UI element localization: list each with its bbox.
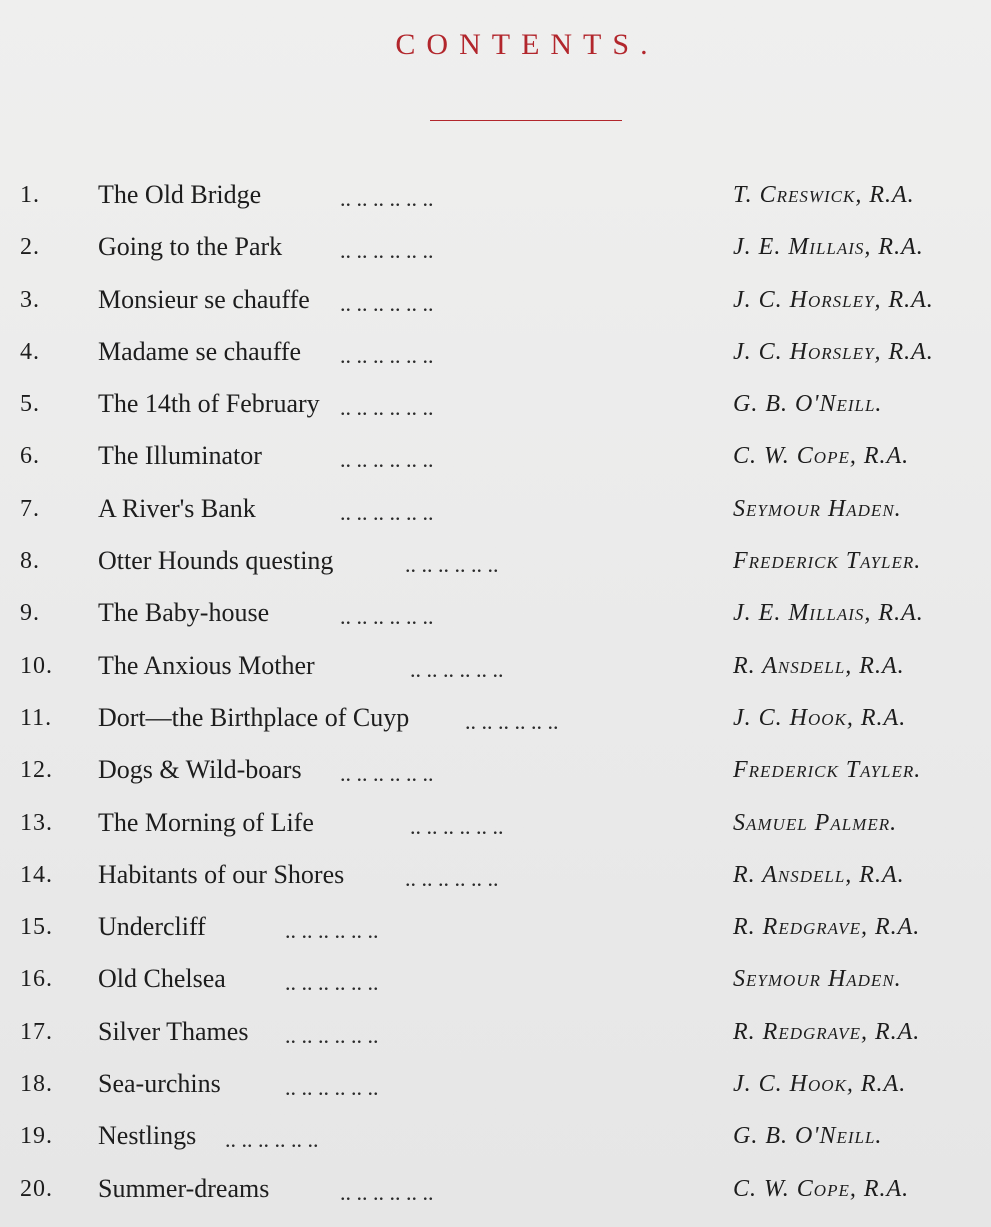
entry-number: 8.	[20, 548, 40, 575]
list-item	[0, 536, 991, 588]
entry-artist: C. W. Cope, R.A.	[733, 443, 910, 470]
entry-artist: R. Ansdell, R.A.	[733, 652, 905, 679]
entry-title: Old Chelsea	[98, 964, 226, 994]
list-item	[0, 1059, 991, 1111]
entry-title: The Morning of Life	[98, 807, 314, 837]
dot-leader: .. .. .. .. .. ..	[340, 447, 434, 473]
entry-number: 15.	[20, 914, 53, 941]
contents-list	[0, 170, 991, 1216]
list-item	[0, 902, 991, 954]
entry-title: Habitants of our Shores	[98, 859, 345, 889]
dot-leader: .. .. .. .. .. ..	[340, 395, 434, 421]
list-item	[0, 641, 991, 693]
entry-title: The Illuminator	[98, 441, 262, 471]
entry-title: A River's Bank	[98, 493, 256, 523]
list-item	[0, 588, 991, 640]
entry-number: 9.	[20, 600, 40, 627]
entry-title: The Old Bridge	[98, 180, 262, 209]
entry-artist: R. Redgrave, R.A.	[733, 914, 921, 941]
entry-title: Madame se chauffe	[98, 336, 302, 366]
entry-artist: G. B. O'Neill.	[733, 1123, 883, 1150]
entry-artist: J. E. Millais, R.A.	[733, 600, 924, 627]
list-item	[0, 484, 991, 536]
entry-number: 12.	[20, 757, 53, 784]
entry-number: 19.	[20, 1123, 53, 1150]
entry-artist: J. C. Hook, R.A.	[733, 704, 907, 731]
entry-number: 3.	[20, 286, 40, 313]
entry-artist: Frederick Tayler.	[733, 548, 922, 575]
list-item	[0, 275, 991, 327]
entry-title: Going to the Park	[98, 232, 283, 262]
list-item	[0, 745, 991, 797]
dot-leader: .. .. .. .. .. ..	[340, 238, 434, 264]
list-item	[0, 222, 991, 274]
entry-artist: J. C. Hook, R.A.	[733, 1071, 907, 1098]
entry-number: 11.	[20, 704, 53, 731]
entry-number: 10.	[20, 652, 53, 679]
list-item	[0, 431, 991, 483]
entry-number: 13.	[20, 809, 53, 836]
entry-artist: J. C. Horsley, R.A.	[733, 338, 934, 365]
entry-number: 2.	[20, 234, 40, 261]
entry-number: 14.	[20, 861, 53, 888]
page-heading: CONTENTS.	[395, 28, 659, 61]
dot-leader: .. .. .. .. .. ..	[285, 970, 379, 996]
dot-leader: .. .. .. .. .. ..	[285, 918, 379, 944]
entry-artist: Frederick Tayler.	[733, 757, 922, 784]
dot-leader: .. .. .. .. .. ..	[465, 708, 559, 734]
entry-artist: R. Ansdell, R.A.	[733, 861, 905, 888]
list-item	[0, 379, 991, 431]
entry-artist: Samuel Palmer.	[733, 809, 898, 836]
entry-title: The Anxious Mother	[98, 650, 315, 680]
list-item	[0, 327, 991, 379]
entry-artist: J. C. Horsley, R.A.	[733, 286, 934, 313]
dot-leader: .. .. .. .. .. ..	[340, 761, 434, 787]
dot-leader: .. .. .. .. .. ..	[340, 1179, 434, 1205]
entry-number: 5.	[20, 391, 40, 418]
entry-title: Summer-dreams	[98, 1173, 270, 1203]
dot-leader: .. .. .. .. .. ..	[340, 290, 434, 316]
dot-leader: .. .. .. .. .. ..	[410, 656, 504, 682]
heading-rule	[430, 120, 622, 121]
entry-title: Undercliff	[98, 912, 206, 942]
entry-title: Sea-urchins	[98, 1069, 221, 1099]
entry-number: 6.	[20, 443, 40, 470]
entry-artist: J. E. Millais, R.A.	[733, 234, 924, 261]
dot-leader: .. .. .. .. .. ..	[405, 552, 499, 578]
entry-number: 16.	[20, 966, 53, 993]
entry-title: The Baby-house	[98, 598, 270, 628]
list-item	[0, 1111, 991, 1163]
entry-title: Silver Thames	[98, 1016, 249, 1046]
entry-artist: G. B. O'Neill.	[733, 391, 883, 418]
dot-leader: .. .. .. .. .. ..	[405, 865, 499, 891]
list-item	[0, 954, 991, 1006]
dot-leader: .. .. .. .. .. ..	[410, 813, 504, 839]
dot-leader: .. .. .. .. .. ..	[340, 186, 434, 211]
dot-leader: .. .. .. .. .. ..	[340, 342, 434, 368]
entry-number: 4.	[20, 338, 40, 365]
entry-number: 20.	[20, 1175, 53, 1202]
list-item	[0, 170, 991, 222]
entry-number: 17.	[20, 1018, 53, 1045]
entry-title: Nestlings	[98, 1121, 197, 1151]
entry-artist: T. Creswick, R.A.	[733, 182, 915, 208]
entry-title: Otter Hounds questing	[98, 546, 334, 576]
dot-leader: .. .. .. .. .. ..	[285, 1075, 379, 1101]
dot-leader: .. .. .. .. .. ..	[340, 499, 434, 525]
entry-title: Dogs & Wild-boars	[98, 755, 302, 785]
entry-title: Monsieur se chauffe	[98, 284, 310, 314]
dot-leader: .. .. .. .. .. ..	[340, 604, 434, 630]
entry-title: Dort—the Birthplace of Cuyp	[98, 702, 410, 732]
entry-number: 7.	[20, 495, 40, 522]
entry-artist: C. W. Cope, R.A.	[733, 1175, 910, 1202]
entry-artist: Seymour Haden.	[733, 966, 902, 993]
entry-number: 1.	[20, 182, 40, 208]
entry-number: 18.	[20, 1071, 53, 1098]
list-item	[0, 1007, 991, 1059]
entry-title: The 14th of February	[98, 389, 320, 419]
entry-artist: Seymour Haden.	[733, 495, 902, 522]
list-item	[0, 798, 991, 850]
list-item	[0, 850, 991, 902]
list-item	[0, 1164, 991, 1216]
entry-artist: R. Redgrave, R.A.	[733, 1018, 921, 1045]
dot-leader: .. .. .. .. .. ..	[225, 1127, 319, 1153]
dot-leader: .. .. .. .. .. ..	[285, 1022, 379, 1048]
list-item	[0, 693, 991, 745]
